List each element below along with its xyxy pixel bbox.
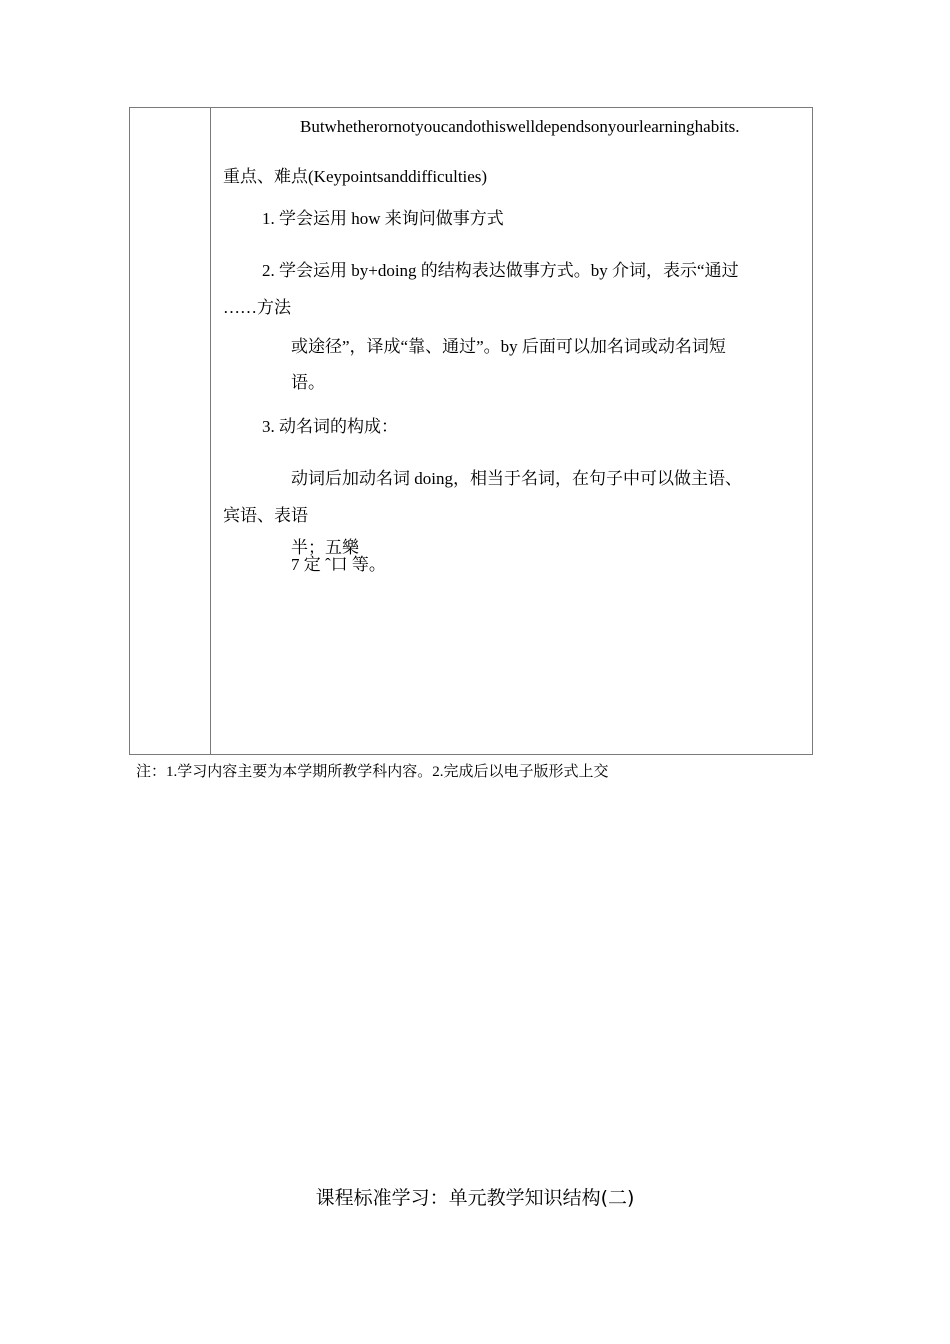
garbled-text: 半；五樂 xyxy=(291,538,359,557)
list-item: 2. 学会运用 by+doing 的结构表达做事方式。by 介词，表示“通过 xyxy=(262,261,739,280)
list-item: 3. 动名词的构成： xyxy=(262,417,398,436)
section-title: 课程标准学习：单元教学知识结构(二) xyxy=(315,1187,635,1209)
text-line: ……方法 xyxy=(223,298,291,317)
garbled-text: 7 定 ˆ口 等。 xyxy=(291,555,386,574)
content-table xyxy=(129,107,813,755)
table-column-divider xyxy=(210,108,211,754)
text-line: Butwhetherornotyoucandothiswelldependsonyourlearninghabits. xyxy=(300,117,740,136)
text-line: 或途径”，译成“靠、通过”。by 后面可以加名词或动名词短 xyxy=(291,337,726,356)
keypoints-heading: 重点、难点(Keypointsanddifficulties) xyxy=(223,167,488,186)
text-line: 宾语、表语 xyxy=(223,506,308,525)
text-line: 动词后加动名词 doing，相当于名词，在句子中可以做主语、 xyxy=(291,469,742,488)
list-item: 1. 学会运用 how 来询问做事方式 xyxy=(262,209,504,228)
footnote: 注：1.学习内容主要为本学期所教学科内容。2.完成后以电子版形式上交 xyxy=(136,764,609,780)
text-line: 语。 xyxy=(291,373,325,392)
